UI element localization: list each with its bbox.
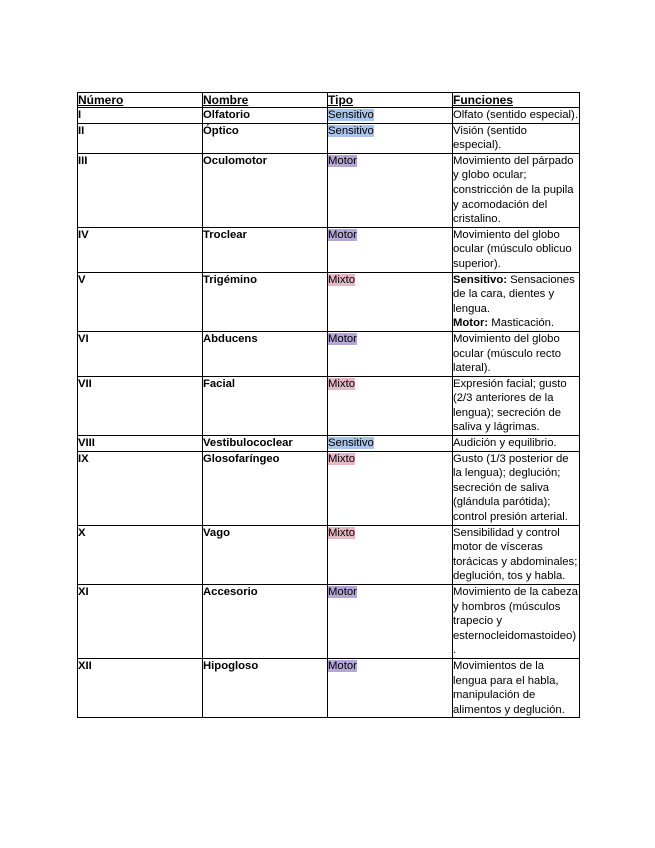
header-tipo: Tipo (328, 93, 453, 108)
nerve-functions: Movimientos de la lengua para el habla, manipulación de alimentos y deglución. (453, 658, 580, 717)
table-row (78, 227, 580, 272)
nerve-type-cell (328, 585, 453, 659)
nerve-type-highlight: Mixto (328, 452, 355, 465)
nerve-functions: Movimiento del párpado y globo ocular; constricción de la pupila y acomodación del cristalino. (453, 153, 580, 227)
header-funciones: Funciones (453, 93, 580, 108)
nerve-number: IX (78, 451, 203, 525)
nerve-functions: Audición y equilibrio. (453, 436, 580, 452)
header-nombre: Nombre (203, 93, 328, 108)
nerve-type-highlight: Motor (328, 228, 357, 241)
table-row (78, 331, 580, 376)
function-label: Motor: (453, 317, 489, 330)
nerve-type-cell (328, 272, 453, 331)
table-row (78, 108, 580, 124)
nerve-number: I (78, 108, 203, 124)
nerve-name: Facial (203, 376, 328, 435)
nerve-name: Trigémino (203, 272, 328, 331)
table-row (78, 376, 580, 435)
nerve-name: Vestibulococlear (203, 436, 328, 452)
cranial-nerves-table (77, 92, 580, 718)
nerve-type-highlight: Motor (328, 154, 357, 167)
nerve-functions: Movimiento del globo ocular (músculo oblicuo superior). (453, 227, 580, 272)
table-row (78, 585, 580, 659)
nerve-number: X (78, 525, 203, 584)
nerve-functions: Olfato (sentido especial). (453, 108, 580, 124)
table-row (78, 451, 580, 525)
header-row (78, 93, 580, 108)
nerve-type-cell (328, 227, 453, 272)
nerve-type-highlight: Motor (328, 586, 357, 598)
nerve-name: Abducens (203, 331, 328, 376)
nerve-type-cell (328, 658, 453, 717)
nerve-type-highlight: Sensitivo (328, 437, 374, 450)
table-row (78, 272, 580, 331)
table-row (78, 658, 580, 717)
nerve-type-cell (328, 525, 453, 584)
nerve-functions: Sensibilidad y control motor de vísceras torácicas y abdominales; deglución, tos y habla. (453, 525, 580, 584)
nerve-name: Accesorio (203, 585, 328, 659)
nerve-number: V (78, 272, 203, 331)
nerve-type-cell (328, 153, 453, 227)
nerve-number: III (78, 153, 203, 227)
nerve-type-cell (328, 436, 453, 452)
nerve-type-cell (328, 108, 453, 124)
table-row (78, 525, 580, 584)
table-row (78, 436, 580, 452)
nerve-name: Olfatorio (203, 108, 328, 124)
nerve-type-highlight: Motor (328, 659, 357, 672)
table-row (78, 153, 580, 227)
nerve-name: Troclear (203, 227, 328, 272)
nerve-number: XII (78, 658, 203, 717)
nerve-functions: Expresión facial; gusto (2/3 anteriores de la lengua); secreción de saliva y lágrimas. (453, 376, 580, 435)
table-body (78, 108, 580, 718)
header-numero: Número (78, 93, 203, 108)
nerve-name: Hipogloso (203, 658, 328, 717)
nerve-name: Glosofaríngeo (203, 451, 328, 525)
function-text: Masticación. (488, 317, 555, 330)
function-label: Sensitivo: (453, 273, 507, 286)
nerve-type-cell (328, 451, 453, 525)
nerve-functions: Visión (sentido especial). (453, 123, 580, 153)
nerve-functions: Movimiento de la cabeza y hombros (músculos trapecio y esternocleidomastoideo). (453, 585, 580, 659)
nerve-number: II (78, 123, 203, 153)
nerve-type-highlight: Mixto (328, 273, 355, 286)
nerve-type-highlight: Mixto (328, 377, 355, 390)
nerve-name: Óptico (203, 123, 328, 153)
nerve-type-cell (328, 376, 453, 435)
nerve-name: Vago (203, 525, 328, 584)
nerve-type-highlight: Motor (328, 332, 357, 345)
nerve-type-highlight: Sensitivo (328, 109, 374, 121)
nerve-number: XI (78, 585, 203, 659)
nerve-name: Oculomotor (203, 153, 328, 227)
nerve-type-highlight: Sensitivo (328, 124, 374, 137)
nerve-type-cell (328, 331, 453, 376)
nerve-functions: Gusto (1/3 posterior de la lengua); deglución; secreción de saliva (glándula parótida); control presión arterial. (453, 451, 580, 525)
nerve-functions: Movimiento del globo ocular (músculo recto lateral). (453, 331, 580, 376)
nerve-number: VII (78, 376, 203, 435)
nerve-number: VI (78, 331, 203, 376)
nerve-type-cell (328, 123, 453, 153)
nerve-number: VIII (78, 436, 203, 452)
table-row (78, 123, 580, 153)
nerve-type-highlight: Mixto (328, 526, 355, 539)
function-text: Sensaciones de la cara, dientes y lengua. (453, 273, 575, 315)
nerve-functions (453, 272, 580, 331)
nerve-number: IV (78, 227, 203, 272)
